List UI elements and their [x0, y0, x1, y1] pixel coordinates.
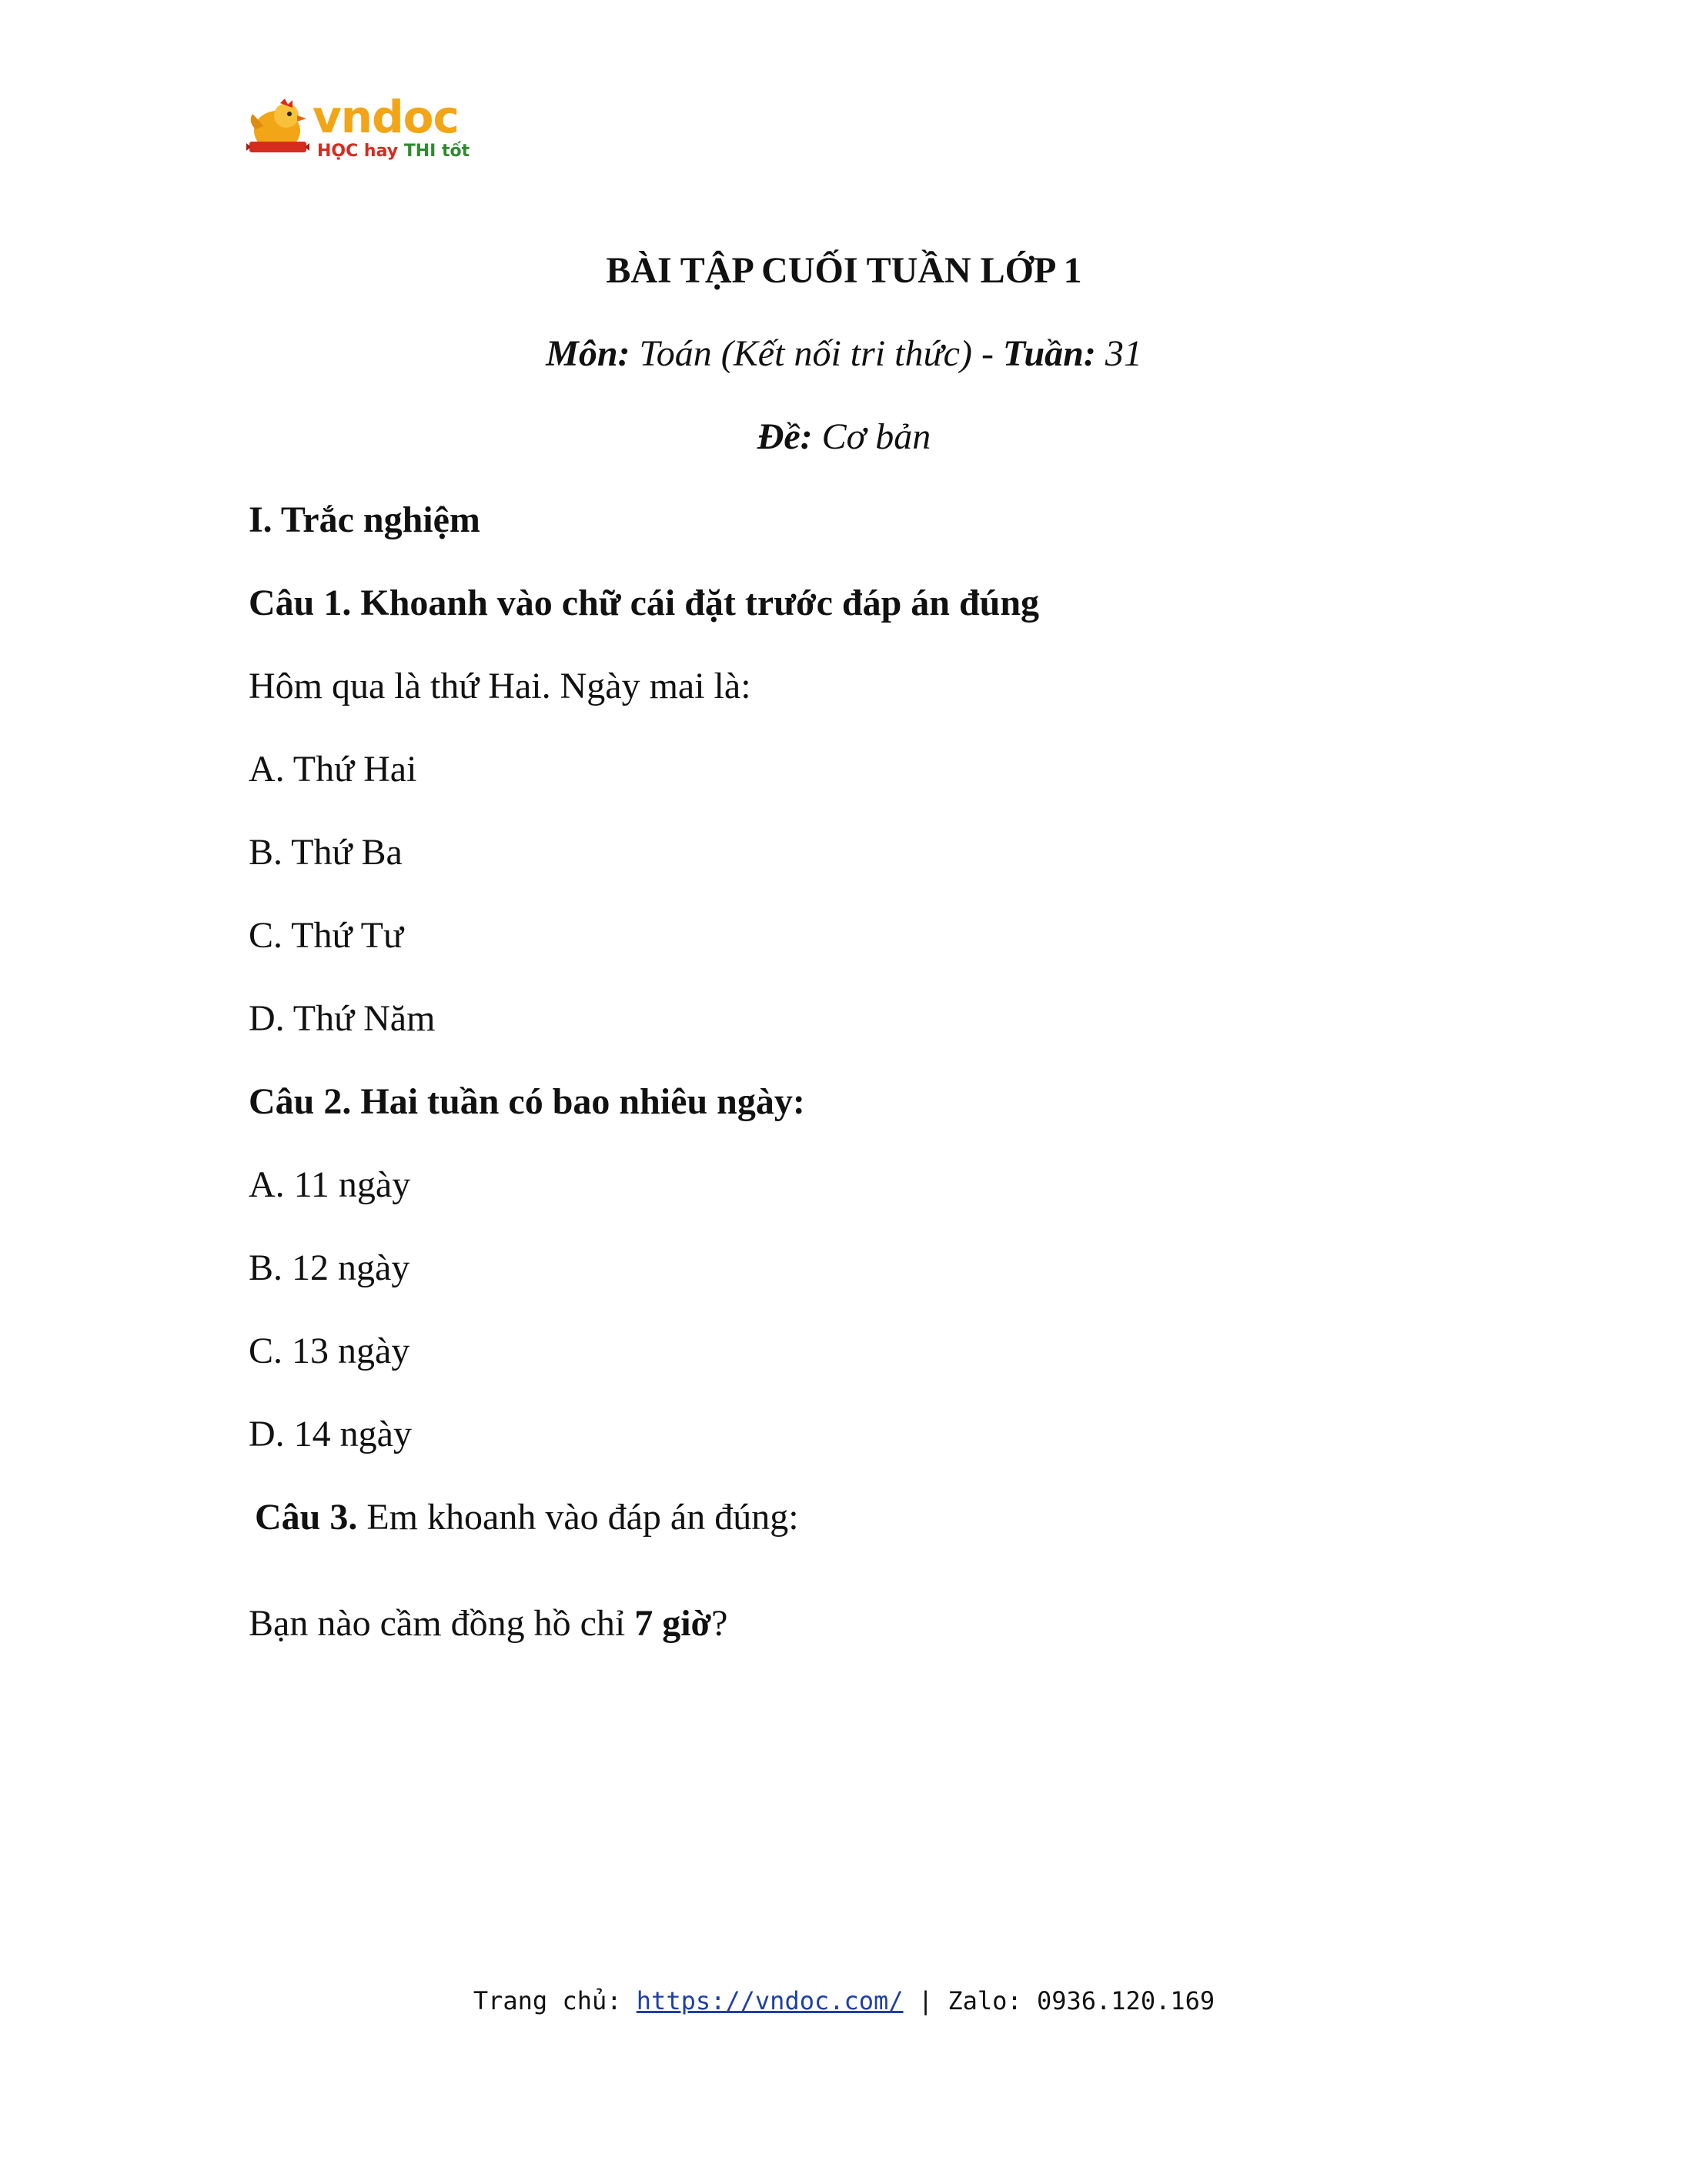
level-label: Đề: — [757, 416, 813, 457]
question-1-heading: Câu 1. Khoanh vào chữ cái đặt trước đáp án đúng — [249, 583, 1040, 623]
footer-separator: | — [903, 1986, 948, 2015]
subject-value: Toán (Kết nối tri thức) - — [630, 333, 1003, 374]
subject-label: Môn: — [546, 333, 630, 374]
question-2-option-c[interactable]: C. 13 ngày — [249, 1331, 410, 1371]
question-1-option-d[interactable]: D. Thứ Năm — [249, 998, 436, 1039]
question-2-option-a[interactable]: A. 11 ngày — [249, 1164, 411, 1205]
footer-home-link[interactable]: https://vndoc.com/ — [636, 1986, 904, 2015]
question-2-option-d[interactable]: D. 14 ngày — [249, 1414, 412, 1454]
level-line — [0, 414, 1688, 460]
question-3-prompt-after: ? — [711, 1603, 728, 1644]
question-3-text: Em khoanh vào đáp án đúng: — [357, 1497, 799, 1538]
footer-zalo: Zalo: 0936.120.169 — [948, 1986, 1215, 2015]
question-1-option-b[interactable]: B. Thứ Ba — [249, 832, 403, 873]
question-1-prompt: Hôm qua là thứ Hai. Ngày mai là: — [249, 666, 751, 706]
question-3-prompt — [249, 1601, 727, 1647]
page-footer — [0, 1985, 1688, 2016]
question-3-prompt-before: Bạn nào cầm đồng hồ chỉ — [249, 1603, 635, 1644]
week-value: 31 — [1095, 333, 1142, 374]
question-1-option-c[interactable]: C. Thứ Tư — [249, 915, 403, 956]
section-heading: I. Trắc nghiệm — [249, 499, 480, 540]
level-value: Cơ bản — [812, 416, 931, 457]
question-1-option-a[interactable]: A. Thứ Hai — [249, 749, 417, 790]
footer-home-label: Trang chủ: — [473, 1986, 637, 2015]
question-3-label: Câu 3. — [255, 1497, 358, 1538]
vndoc-logo[interactable] — [246, 91, 470, 171]
question-2-option-b[interactable]: B. 12 ngày — [249, 1247, 410, 1288]
logo-brand-text: vndoc — [313, 91, 459, 143]
logo-slogan-part1: HỌC hay — [317, 142, 404, 161]
question-3-heading — [255, 1494, 799, 1541]
logo-slogan — [317, 142, 470, 162]
document-title: BÀI TẬP CUỐI TUẦN LỚP 1 — [606, 250, 1082, 291]
subject-line — [0, 331, 1688, 377]
question-2-heading: Câu 2. Hai tuần có bao nhiêu ngày: — [249, 1081, 805, 1122]
week-label: Tuần: — [1002, 333, 1096, 374]
chicken-mascot-icon — [246, 99, 313, 160]
logo-slogan-part2: THI tốt — [403, 142, 470, 161]
question-3-prompt-bold: 7 giờ — [634, 1603, 712, 1644]
